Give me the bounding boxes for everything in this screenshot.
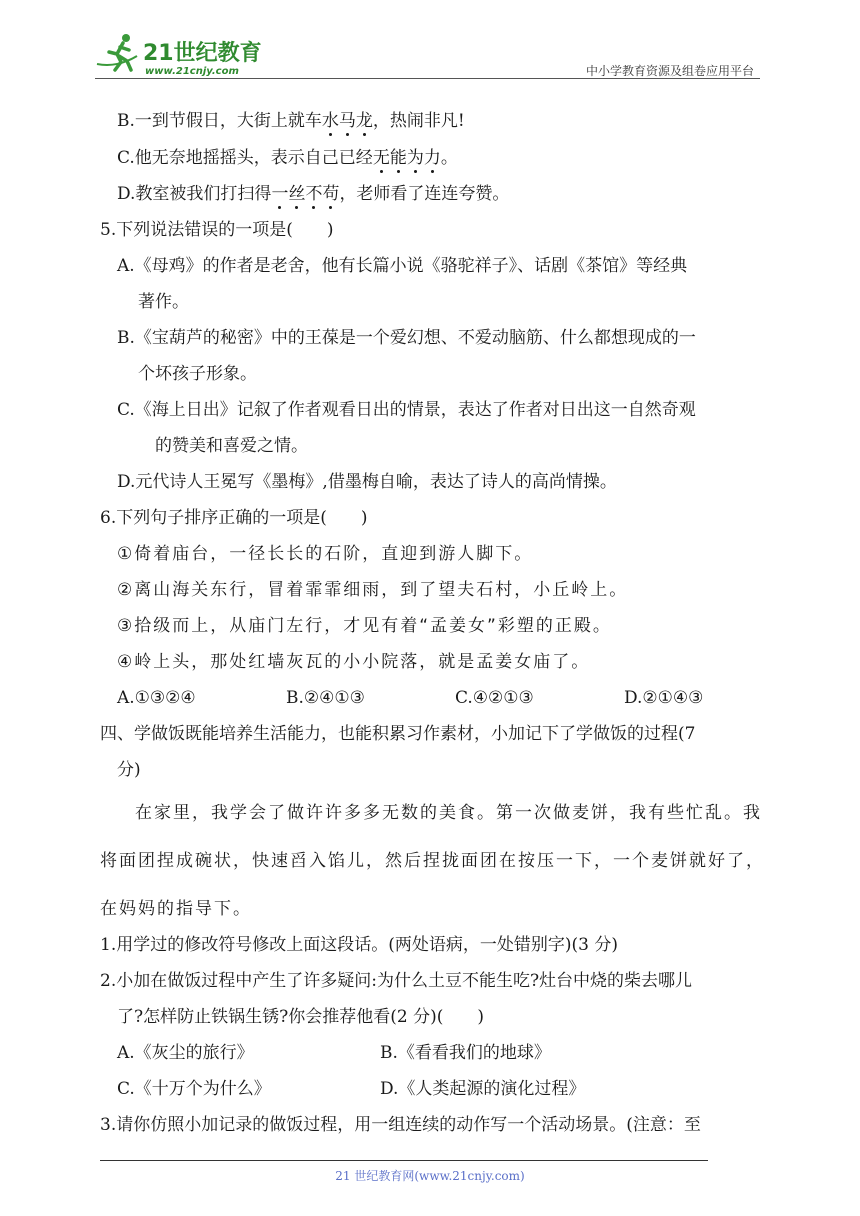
section4-q2: 2.小加在做饭过程中产生了许多疑问:为什么土豆不能生吃?灶台中烧的柴去哪儿	[100, 971, 693, 991]
q6-sentence-3: ③拾级而上，从庙门左行，才见有着“孟姜女”彩塑的正殿。	[117, 616, 612, 636]
q4-option-d: D.教室被我们打扫得一丝不苟，老师看了连连夸赞。	[117, 184, 510, 204]
header-divider	[95, 78, 760, 79]
svg-text:21世纪教育: 21世纪教育	[143, 41, 262, 66]
section4-title: 四、学做饭既能培养生活能力，也能积累习作素材，小加记下了学做饭的过程(7	[100, 724, 696, 744]
q6-sentence-2: ②离山海关东行，冒着霏霏细雨，到了望夫石村，小丘岭上。	[117, 580, 629, 600]
logo-21cnjy	[95, 30, 265, 78]
footer-divider	[100, 1160, 708, 1161]
q2-option-a: A.《灰尘的旅行》	[117, 1043, 254, 1063]
section4-q2-cont: 了?怎样防止铁锅生锈?你会推荐他看(2 分)( )	[117, 1007, 484, 1027]
q5-stem: 5.下列说法错误的一项是( )	[100, 220, 334, 240]
section4-q3: 3.请你仿照小加记录的做饭过程，用一组连续的动作写一个活动场景。(注意：至	[100, 1115, 701, 1135]
q5-option-b: B.《宝葫芦的秘密》中的王葆是一个爱幻想、不爱动脑筋、什么都想现成的一	[117, 328, 696, 348]
q2-option-b: B.《看看我们的地球》	[380, 1043, 551, 1063]
runner-icon	[97, 34, 137, 70]
page-footer: 21 世纪教育网(www.21cnjy.com)	[335, 1169, 525, 1183]
q5-option-c: C.《海上日出》记叙了作者观看日出的情景，表达了作者对日出这一自然奇观	[117, 400, 696, 420]
passage-line-2: 将面团捏成碗状，快速舀入馅儿，然后捏拢面团在按压一下，一个麦饼就好了，	[100, 851, 765, 871]
q6-sentence-1: ①倚着庙台，一径长长的石阶，直迎到游人脚下。	[117, 544, 534, 564]
platform-name: 中小学教育资源及组卷应用平台	[585, 64, 754, 78]
q5-option-c-cont: 的赞美和喜爱之情。	[155, 436, 308, 456]
section4-q1: 1.用学过的修改符号修改上面这段话。(两处语病，一处错别字)(3 分)	[100, 935, 618, 955]
q5-option-d: D.元代诗人王冕写《墨梅》,借墨梅自喻，表达了诗人的高尚情操。	[117, 472, 617, 492]
q2-option-c: C.《十万个为什么》	[117, 1079, 271, 1099]
q5-option-b-cont: 个坏孩子形象。	[138, 364, 257, 384]
q6-option-c: C.④②①③	[455, 688, 534, 708]
q6-option-a: A.①③②④	[117, 688, 196, 708]
q2-option-d: D.《人类起源的演化过程》	[380, 1079, 586, 1099]
q4-option-b: B.一到节假日，大街上就车水马龙，热闹非凡!	[117, 111, 465, 131]
q6-stem: 6.下列句子排序正确的一项是( )	[100, 508, 368, 528]
q6-option-d: D.②①④③	[624, 688, 704, 708]
q5-option-a-cont: 著作。	[138, 292, 189, 312]
svg-text:www.21cnjy.com: www.21cnjy.com	[145, 66, 239, 77]
q6-sentence-4: ④岭上头，那处红墙灰瓦的小小院落，就是孟姜女庙了。	[117, 652, 591, 672]
q6-option-b: B.②④①③	[286, 688, 365, 708]
passage-line-1: 在家里，我学会了做许许多多无数的美食。第一次做麦饼，我有些忙乱。我	[135, 803, 762, 823]
passage-line-3: 在妈妈的指导下。	[100, 899, 252, 919]
q5-option-a: A.《母鸡》的作者是老舍，他有长篇小说《骆驼祥子》、话剧《茶馆》等经典	[117, 256, 688, 276]
q4-option-c: C.他无奈地摇摇头，表示自己已经无能为力。	[117, 148, 458, 168]
section4-title-cont: 分)	[117, 760, 141, 780]
page-header	[95, 30, 760, 80]
